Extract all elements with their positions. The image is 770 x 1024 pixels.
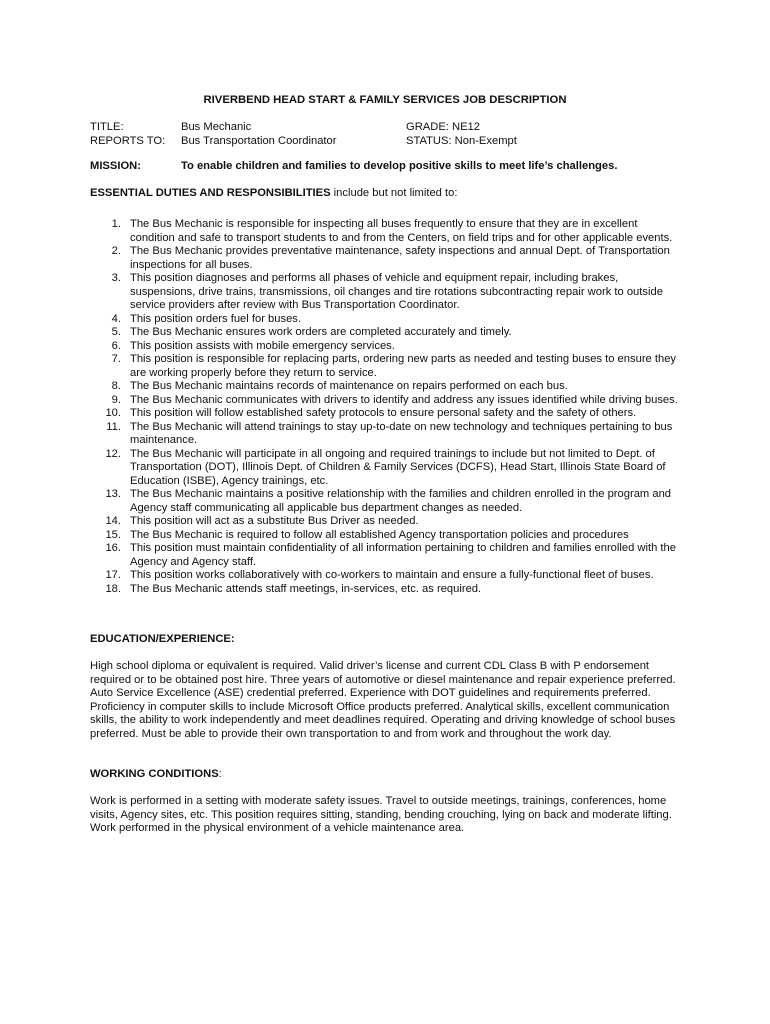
document-title: RIVERBEND HEAD START & FAMILY SERVICES JOB DESCRIPTION — [203, 94, 567, 106]
duty-item — [90, 421, 682, 448]
reports-to-value: Bus Transportation Coordinator — [181, 134, 337, 147]
working-heading-title: WORKING CONDITIONS — [90, 768, 219, 780]
duty-text: The Bus Mechanic communicates with drivers to identify and address any issues identified while driving buses. — [130, 393, 678, 406]
duty-text: This position will act as a substitute Bus Driver as needed. — [130, 515, 419, 527]
duties-heading-suffix: include but not limited to: — [330, 187, 458, 199]
duty-number: 11. — [106, 420, 121, 433]
duty-item — [90, 326, 682, 340]
duties-heading — [90, 187, 457, 201]
duty-number: 15. — [105, 528, 121, 541]
duty-number: 9. — [111, 393, 121, 406]
grade-value: GRADE: NE12 — [406, 121, 480, 133]
duty-number: 1. — [111, 218, 121, 230]
duty-item — [90, 340, 682, 354]
duties-heading-title: ESSENTIAL DUTIES AND RESPONSIBILITIES — [90, 187, 331, 199]
education-paragraph: High school diploma or equivalent is required. Valid driver’s license and current CDL Class B with P endorsement required or to be obtained post hire. Three years of automotive or diesel maintenance and repair experience preferred. Auto Service Excellence (ASE) credential preferred. Experience with DOT guidelines and requirements preferred. Proficiency in computer skills to include Microsoft Office products preferred. Analytical skills, excellent communication skills, the ability to work independently and meet deadlines required. Operating and driving knowledge of school buses preferred. Must be able to provide their own transportation to and from work and throughout the work day. — [90, 660, 676, 740]
working-conditions-paragraph: Work is performed in a setting with moderate safety issues. Travel to outside meetings, trainings, conferences, home visits, Agency sites, etc. This position requires sitting, standing, bending crouching, lying on back and moderate lifting. Work performed in the physical environment of a vehicle maintenance area. — [90, 795, 672, 834]
duty-item — [90, 583, 682, 597]
duty-item — [90, 515, 682, 529]
duty-text: The Bus Mechanic maintains a positive relationship with the families and children enrolled in the program and Agency staff communicating all applicable bus department changes as needed. — [130, 488, 672, 514]
duty-item — [90, 569, 682, 583]
status-value: STATUS: Non-Exempt — [406, 134, 517, 147]
duty-item — [90, 407, 682, 421]
duty-number: 3. — [111, 272, 121, 284]
duty-number: 18. — [105, 582, 121, 595]
duty-text: The Bus Mechanic is required to follow all established Agency transportation policies and procedures — [130, 528, 629, 541]
mission-text: To enable children and families to develop positive skills to meet life’s challenges. — [181, 160, 618, 172]
duties-list — [90, 218, 682, 596]
duty-text: This position works collaboratively with co-workers to maintain and ensure a fully-functional fleet of buses. — [130, 569, 654, 581]
duty-text: This position assists with mobile emergency services. — [130, 339, 395, 352]
duty-item — [90, 313, 682, 327]
duty-text: The Bus Mechanic attends staff meetings, in-services, etc. as required. — [130, 582, 482, 595]
duty-number: 8. — [111, 380, 121, 392]
duty-text: The Bus Mechanic will participate in all ongoing and required trainings to include but not limited to Dept. of Transportation (DOT), Illinois Dept. of Children & Family Services (DCFS), Head Start, Illinois State Board of Education (ISBE), Agency trainings, etc. — [130, 447, 666, 487]
duty-number: 7. — [111, 353, 121, 365]
duty-item — [90, 542, 682, 569]
duty-text: This position orders fuel for buses. — [130, 312, 302, 325]
working-conditions-heading — [90, 768, 222, 782]
duty-item — [90, 394, 682, 408]
duty-number: 13. — [105, 488, 121, 500]
duty-item — [90, 353, 682, 380]
duty-number: 5. — [111, 326, 121, 338]
working-heading-suffix: : — [218, 768, 222, 780]
duty-item — [90, 529, 682, 543]
duty-item — [90, 272, 682, 313]
duty-item — [90, 245, 682, 272]
mission-label: MISSION: — [90, 160, 141, 172]
duty-item — [90, 218, 682, 245]
reports-to-label: REPORTS TO: — [90, 134, 166, 147]
duty-item — [90, 448, 682, 489]
duty-item — [90, 488, 682, 515]
duty-number: 6. — [111, 339, 121, 352]
meta-row-title — [90, 121, 690, 135]
duty-text: The Bus Mechanic will attend trainings to stay up-to-date on new technology and techniques pertaining to bus maintenance. — [130, 420, 673, 446]
duty-number: 2. — [111, 245, 121, 257]
duty-number: 12. — [105, 447, 121, 460]
job-meta — [90, 121, 690, 148]
duty-text: The Bus Mechanic ensures work orders are completed accurately and timely. — [130, 326, 512, 338]
duty-text: The Bus Mechanic provides preventative maintenance, safety inspections and annual Dept. of Transportation inspections for all buses. — [130, 245, 670, 271]
duty-text: This position will follow established safety protocols to ensure personal safety and the safety of others. — [130, 407, 637, 419]
title-value: Bus Mechanic — [181, 121, 252, 133]
duty-number: 4. — [111, 312, 121, 325]
duty-number: 10. — [105, 407, 121, 419]
duty-item — [90, 380, 682, 394]
duty-text: This position must maintain confidentiality of all information pertaining to children and families enrolled with the Agency and Agency staff. — [130, 542, 676, 568]
duty-number: 14. — [105, 515, 121, 527]
meta-row-reports — [90, 135, 690, 149]
duty-text: The Bus Mechanic maintains records of maintenance on repairs performed on each bus. — [130, 380, 568, 392]
duty-number: 16. — [105, 542, 121, 554]
duty-text: This position diagnoses and performs all phases of vehicle and equipment repair, including brakes, suspensions, drive trains, transmissions, oil changes and tire rotations subcontracting repair work to outside service providers after review with Bus Transportation Coordinator. — [130, 272, 663, 311]
title-label: TITLE: — [90, 121, 124, 133]
duty-number: 17. — [105, 569, 121, 581]
duty-text: The Bus Mechanic is responsible for inspecting all buses frequently to ensure that they are in excellent condition and safe to transport students to and from the Centers, on field trips and for other applicable events. — [130, 218, 673, 244]
education-heading: EDUCATION/EXPERIENCE: — [90, 633, 235, 645]
duty-text: This position is responsible for replacing parts, ordering new parts as needed and testing buses to ensure they are working properly before they return to service. — [130, 353, 677, 379]
